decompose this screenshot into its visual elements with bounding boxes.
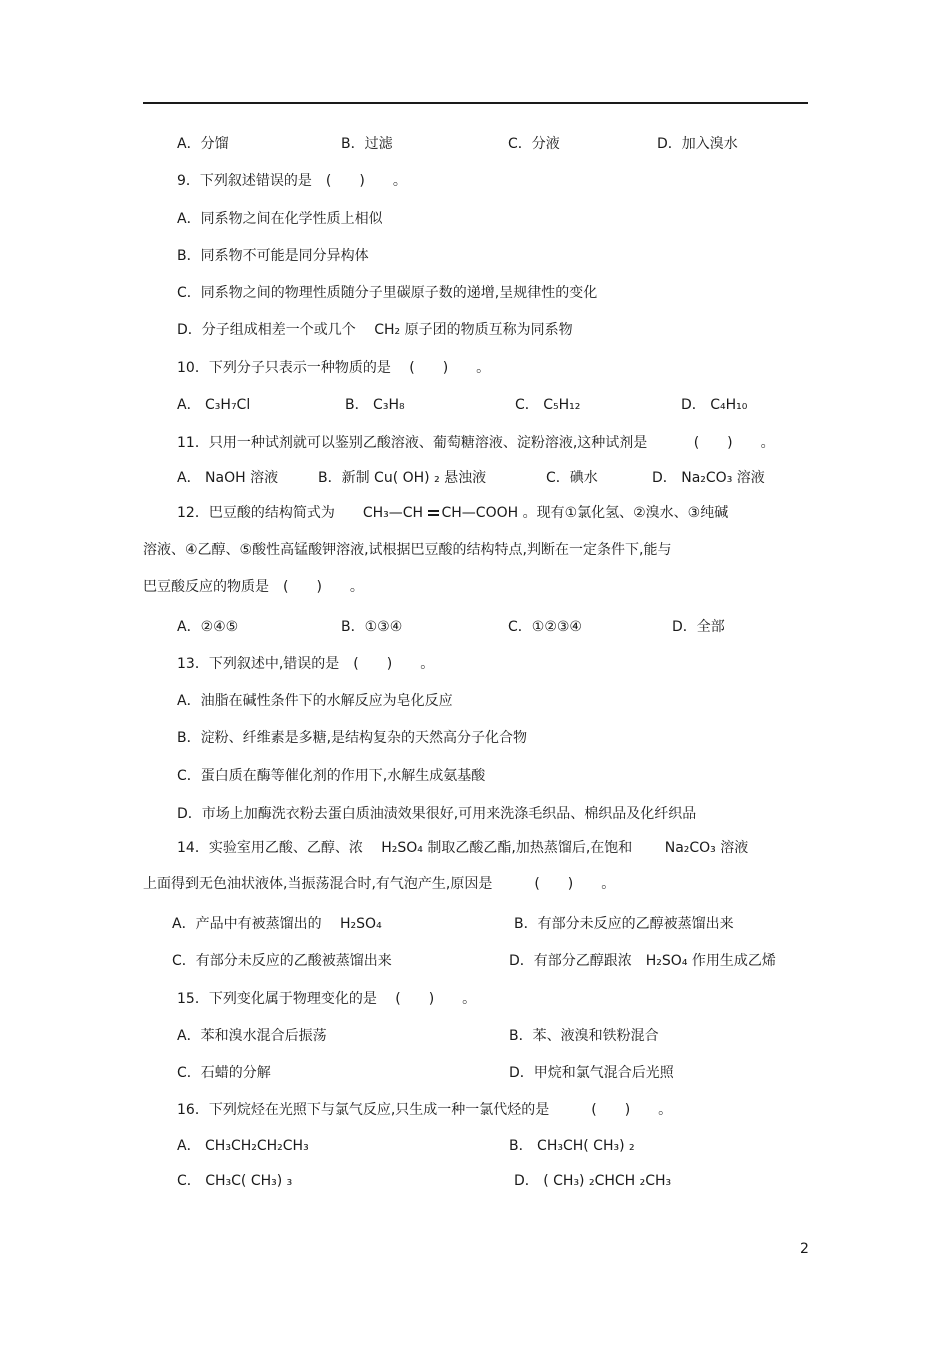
q9-option-c: C．同系物之间的物理性质随分子里碳原子数的递增,呈规律性的变化: [177, 285, 598, 301]
q12-stem-end: CH—COOH 。现有①氯化氢、②溴水、③纯碱: [441, 505, 729, 521]
q14-option-b: B．有部分未反应的乙醇被蒸馏出来: [514, 916, 734, 932]
q12-stem-line2: 溶液、④乙醇、⑤酸性高锰酸钾溶液,试根据巴豆酸的结构特点,判断在一定条件下,能与: [143, 542, 672, 558]
q16-option-c: C． CH₃C( CH₃) ₃: [177, 1173, 293, 1189]
q10-option-d: D． C₄H₁₀: [681, 397, 748, 413]
q16-stem: 16．下列烷烃在光照下与氯气反应,只生成一种一氯代烃的是 ( ) 。: [177, 1102, 673, 1118]
q10-option-c: C． C₅H₁₂: [515, 397, 581, 413]
q14-option-c: C．有部分未反应的乙酸被蒸馏出来: [172, 953, 392, 969]
q16-option-a: A． CH₃CH₂CH₂CH₃: [177, 1138, 309, 1154]
q9-option-a: A．同系物之间在化学性质上相似: [177, 211, 383, 227]
q12-stem-line3: 巴豆酸反应的物质是 ( ) 。: [143, 579, 364, 595]
q14-stem-line2: 上面得到无色油状液体,当振荡混合时,有气泡产生,原因是 ( ) 。: [143, 876, 616, 892]
q10-stem: 10．下列分子只表示一种物质的是 ( ) 。: [177, 360, 491, 376]
q15-option-b: B．苯、液溴和铁粉混合: [509, 1028, 659, 1044]
page-number: 2: [800, 1241, 809, 1257]
q12-option-b: B．①③④: [341, 619, 403, 635]
q9-stem: 9．下列叙述错误的是 ( ) 。: [177, 173, 407, 189]
q9-option-b: B．同系物不可能是同分异构体: [177, 248, 369, 264]
q10-option-b: B． C₃H₈: [345, 397, 405, 413]
q13-option-c: C．蛋白质在酶等催化剂的作用下,水解生成氨基酸: [177, 768, 486, 784]
q11-option-b: B．新制 Cu( OH) ₂ 悬浊液: [318, 470, 487, 486]
q13-stem: 13．下列叙述中,错误的是 ( ) 。: [177, 656, 435, 672]
q14-option-d: D．有部分乙醇跟浓 H₂SO₄ 作用生成乙烯: [509, 953, 776, 969]
q12-option-a: A．②④⑤: [177, 619, 239, 635]
q12-stem-start: 12．巴豆酸的结构简式为 CH₃—CH: [177, 505, 428, 521]
q9-option-d: D．分子组成相差一个或几个 CH₂ 原子团的物质互称为同系物: [177, 322, 573, 338]
q14-stem: 14．实验室用乙酸、乙醇、浓 H₂SO₄ 制取乙酸乙酯,加热蒸馏后,在饱和 Na₂CO₃ 溶液: [177, 840, 749, 856]
q16-option-d: D． ( CH₃) ₂CHCH ₂CH₃: [514, 1173, 672, 1189]
q10-option-a: A． C₃H₇Cl: [177, 397, 251, 413]
q14-option-a: A．产品中有被蒸馏出的 H₂SO₄: [172, 916, 382, 932]
q8-option-b: B．过滤: [341, 136, 393, 152]
q11-option-a: A． NaOH 溶液: [177, 470, 279, 486]
q8-option-c: C．分液: [508, 136, 560, 152]
q11-stem: 11．只用一种试剂就可以鉴别乙酸溶液、葡萄糖溶液、淀粉溶液,这种试剂是 ( ) 。: [177, 435, 775, 451]
q12-option-c: C．①②③④: [508, 619, 582, 635]
q16-option-b: B． CH₃CH( CH₃) ₂: [509, 1138, 635, 1154]
q11-option-c: C．碘水: [546, 470, 598, 486]
q8-option-a: A．分馏: [177, 136, 229, 152]
q13-option-a: A．油脂在碱性条件下的水解反应为皂化反应: [177, 693, 453, 709]
q8-option-d: D．加入溴水: [657, 136, 738, 152]
header-rule: [143, 102, 808, 104]
q15-option-c: C．石蜡的分解: [177, 1065, 271, 1081]
q13-option-d: D．市场上加酶洗衣粉去蛋白质油渍效果很好,可用来洗涤毛织品、棉织品及化纤织品: [177, 806, 697, 822]
q15-option-d: D．甲烷和氯气混合后光照: [509, 1065, 674, 1081]
q13-option-b: B．淀粉、纤维素是多糖,是结构复杂的天然高分子化合物: [177, 730, 528, 746]
q15-stem: 15．下列变化属于物理变化的是 ( ) 。: [177, 991, 477, 1007]
q12-option-d: D．全部: [672, 619, 725, 635]
q12-stem: [177, 504, 728, 522]
q15-option-a: A．苯和溴水混合后振荡: [177, 1028, 327, 1044]
double-bond-symbol: [427, 504, 441, 522]
q11-option-d: D． Na₂CO₃ 溶液: [652, 470, 765, 486]
